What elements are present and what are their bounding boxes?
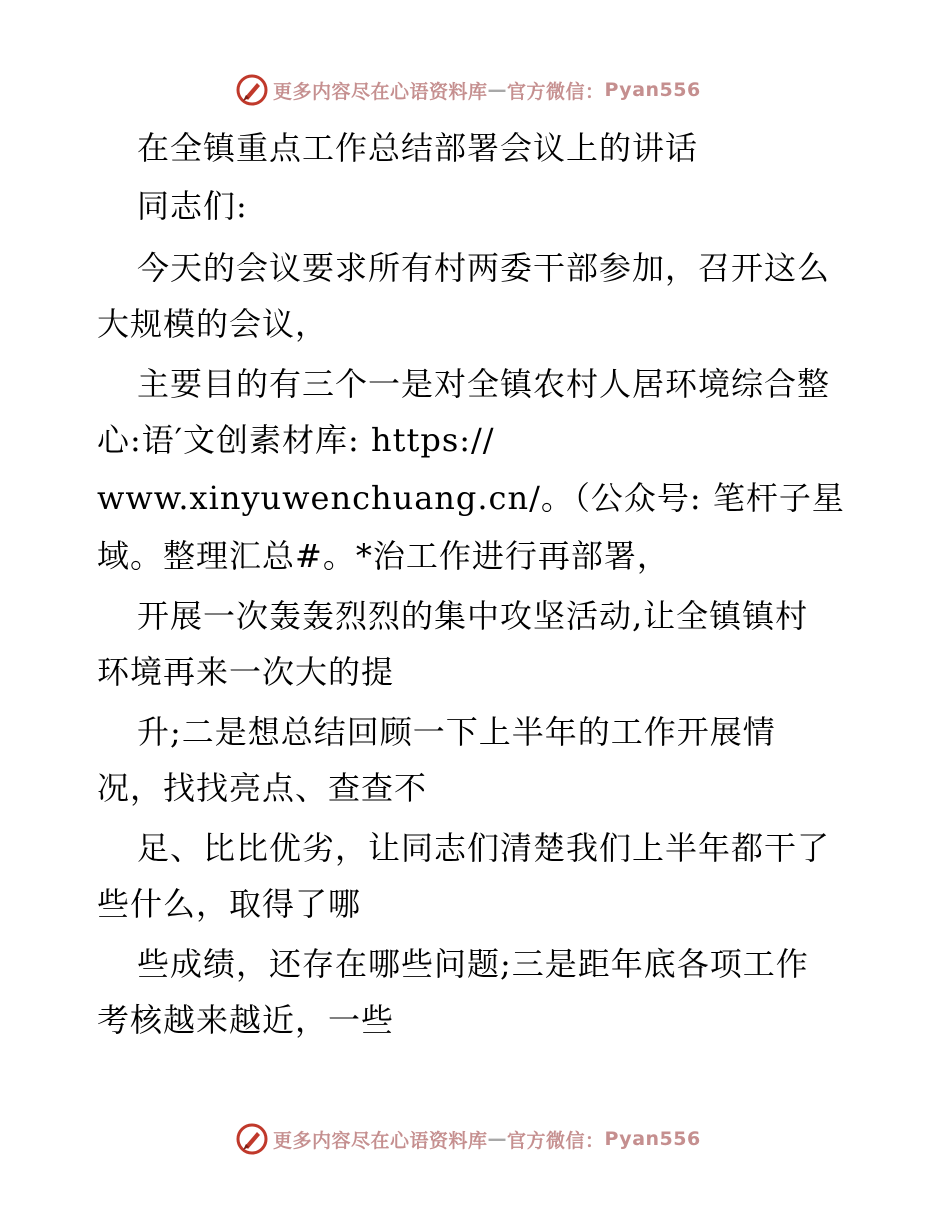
banner-main-text: 更多内容尽在心语资料库	[273, 1129, 488, 1152]
paragraph-line: 升;二是想总结回顾一下上半年的工作开展情	[137, 713, 776, 751]
paragraph-line: 域。整理汇总#。*治工作进行再部署，	[97, 537, 670, 575]
paragraph-line: 大规模的会议，	[97, 305, 329, 343]
salutation: 同志们:	[137, 187, 248, 225]
banner-dash: —	[487, 79, 508, 101]
paragraph-line: 考核越来越近，一些	[97, 1001, 395, 1039]
paragraph-line: 环境再来一次大的提	[97, 653, 395, 691]
banner-main-text: 更多内容尽在心语资料库	[273, 80, 488, 103]
document-title: 在全镇重点工作总结部署会议上的讲话	[137, 129, 699, 167]
paragraph-line: 足、比比优劣，让同志们清楚我们上半年都干了	[137, 829, 831, 867]
paragraph-line: 些什么，取得了哪	[97, 885, 362, 923]
banner-wechat-id: Pyan556	[604, 79, 701, 101]
paragraph-line: 况，找找亮点、查查不	[97, 769, 428, 807]
banner-dash: —	[487, 1128, 508, 1150]
paragraph-line: 心:语′文创素材库: https://	[97, 421, 495, 459]
paragraph-line: 开展一次轰轰烈烈的集中攻坚活动,让全镇镇村	[137, 597, 809, 635]
paragraph-line: www.xinyuwenchuang.cn/。（公众号: 笔杆子星	[97, 479, 845, 517]
header-banner	[235, 72, 701, 108]
banner-wechat-id: Pyan556	[604, 1128, 701, 1150]
footer-banner	[235, 1121, 701, 1157]
paragraph-line: 主要目的有三个一是对全镇农村人居环境综合整	[137, 365, 831, 403]
banner-wechat-label: 官方微信：	[507, 80, 605, 103]
paragraph-line: 今天的会议要求所有村两委干部参加，召开这么	[137, 249, 831, 287]
pen-seal-logo-icon	[235, 73, 269, 107]
banner-wechat-label: 官方微信：	[507, 1129, 605, 1152]
paragraph-line: 些成绩，还存在哪些问题;三是距年底各项工作	[137, 945, 809, 983]
pen-seal-logo-icon	[235, 1122, 269, 1156]
